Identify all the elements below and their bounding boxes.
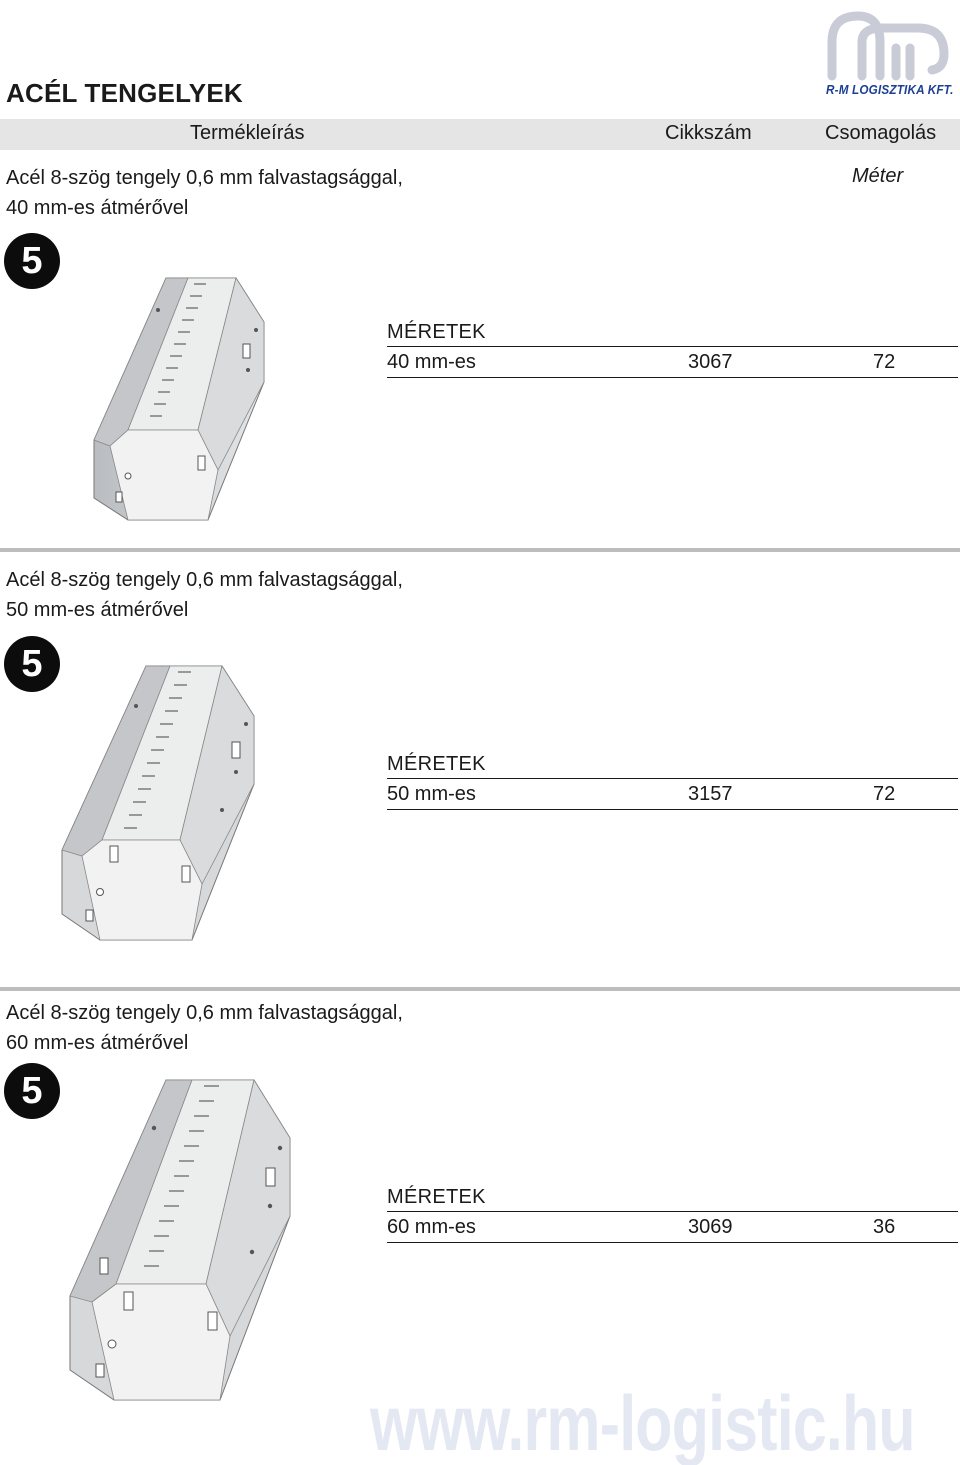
product-description-line1: Acél 8-szög tengely 0,6 mm falvastagsággal, [6,569,403,591]
page-title: ACÉL TENGELYEK [6,78,243,108]
pack-cell: 36 [873,1216,896,1238]
product-description [6,998,403,1058]
dimensions-table [387,1183,958,1243]
dimensions-label: MÉRETEK [387,321,486,343]
dimensions-table [387,750,958,810]
dimensions-label: MÉRETEK [387,1186,486,1208]
unit-label: Méter [852,165,904,187]
category-badge: 5 [4,636,60,692]
product-description [6,565,403,625]
product-description-line2: 60 mm-es átmérővel [6,1032,189,1054]
pack-cell: 72 [873,351,896,373]
category-badge: 5 [4,1063,60,1119]
code-cell: 3067 [688,351,733,373]
table-row [387,1211,958,1243]
size-cell: 40 mm-es [387,351,476,373]
table-row [387,346,958,378]
size-cell: 60 mm-es [387,1216,476,1238]
product-description-line2: 40 mm-es átmérővel [6,197,189,219]
logo-text: R-M LOGISZTIKA KFT. [826,82,954,97]
code-cell: 3157 [688,783,733,805]
table-row [387,778,958,810]
header-code: Cikkszám [665,122,752,144]
section-divider [0,548,960,552]
dimensions-label: MÉRETEK [387,753,486,775]
dimensions-table [387,318,958,378]
product-description-line1: Acél 8-szög tengely 0,6 mm falvastagsággal, [6,1002,403,1024]
product-description [6,163,403,223]
section-divider [0,987,960,991]
pack-cell: 72 [873,783,896,805]
product-description-line1: Acél 8-szög tengely 0,6 mm falvastagsággal, [6,167,403,189]
code-cell: 3069 [688,1216,733,1238]
octagonal-shaft-image [62,1076,302,1406]
header-description: Termékleírás [190,122,305,144]
size-cell: 50 mm-es [387,783,476,805]
product-description-line2: 50 mm-es átmérővel [6,599,189,621]
octagonal-shaft-image [88,270,278,525]
header-packaging: Csomagolás [825,122,937,144]
website-watermark: www.rm-logistic.hu [370,1379,915,1465]
octagonal-shaft-image [56,660,268,945]
table-header [0,119,960,150]
category-badge: 5 [4,233,60,289]
